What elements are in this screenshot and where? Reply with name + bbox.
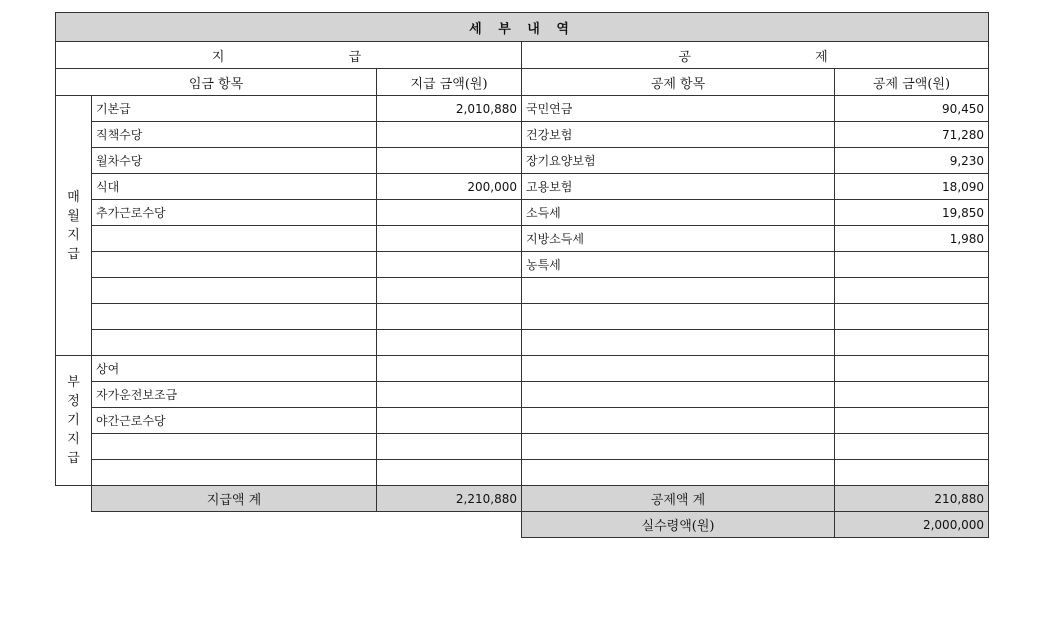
pay-amount-cell (377, 434, 522, 460)
pay-item-cell (92, 434, 377, 460)
deduct-item-cell (522, 434, 835, 460)
pay-total-value: 2,210,880 (377, 486, 522, 512)
pay-total-label: 지급액 계 (92, 486, 377, 512)
deduct-item-cell: 건강보험 (522, 122, 835, 148)
table-title: 세 부 내 역 (56, 13, 989, 42)
pay-item-cell (92, 304, 377, 330)
deduct-amount-cell (835, 304, 989, 330)
pay-amount-cell (377, 356, 522, 382)
deduct-item-cell (522, 304, 835, 330)
empty-cell (56, 512, 92, 538)
table-row (56, 356, 989, 382)
pay-item-cell (92, 252, 377, 278)
deduct-item-cell: 지방소득세 (522, 226, 835, 252)
table-row (56, 382, 989, 408)
pay-item-cell: 식대 (92, 174, 377, 200)
empty-cell (56, 486, 92, 512)
pay-amount-cell: 2,010,880 (377, 96, 522, 122)
deduct-item-cell: 농특세 (522, 252, 835, 278)
deduct-item-cell (522, 278, 835, 304)
pay-amount-cell: 200,000 (377, 174, 522, 200)
pay-amount-cell (377, 252, 522, 278)
deduct-item-cell: 고용보험 (522, 174, 835, 200)
pay-item-cell: 추가근로수당 (92, 200, 377, 226)
deduct-amount-cell (835, 330, 989, 356)
deduct-amount-cell (835, 356, 989, 382)
pay-amount-cell (377, 408, 522, 434)
table-row (56, 304, 989, 330)
table-row (56, 122, 989, 148)
category-text: 부정기지급 (67, 375, 80, 466)
deduct-amount-cell: 18,090 (835, 174, 989, 200)
pay-amount-cell (377, 200, 522, 226)
table-row (56, 174, 989, 200)
pay-amount-cell (377, 330, 522, 356)
net-pay-row (56, 512, 989, 538)
deduct-item-cell: 장기요양보험 (522, 148, 835, 174)
title-row (56, 13, 989, 42)
pay-item-cell: 야간근로수당 (92, 408, 377, 434)
deduct-amount-cell (835, 252, 989, 278)
table-row (56, 226, 989, 252)
pay-item-cell (92, 460, 377, 486)
deduct-item-cell (522, 382, 835, 408)
totals-row (56, 486, 989, 512)
deduct-amount-cell: 1,980 (835, 226, 989, 252)
deduct-item-cell: 국민연금 (522, 96, 835, 122)
pay-amount-cell (377, 278, 522, 304)
deduct-amount-cell (835, 408, 989, 434)
pay-item-cell: 상여 (92, 356, 377, 382)
table-row (56, 434, 989, 460)
table-row (56, 148, 989, 174)
deduct-item-cell (522, 330, 835, 356)
deduct-item-cell (522, 460, 835, 486)
pay-item-cell: 자가운전보조금 (92, 382, 377, 408)
irregular-category-label (56, 356, 92, 486)
deduct-section-header: 공 제 (522, 42, 989, 69)
deduct-item-cell: 소득세 (522, 200, 835, 226)
net-pay-label: 실수령액(원) (522, 512, 835, 538)
pay-item-cell: 직책수당 (92, 122, 377, 148)
pay-amount-cell (377, 226, 522, 252)
pay-item-cell (92, 226, 377, 252)
pay-item-cell (92, 278, 377, 304)
pay-amount-cell (377, 148, 522, 174)
deduct-amount-cell (835, 278, 989, 304)
payslip-detail-table (55, 12, 989, 538)
deduct-amount-cell (835, 434, 989, 460)
pay-item-cell: 기본급 (92, 96, 377, 122)
pay-amount-cell (377, 382, 522, 408)
table-row (56, 252, 989, 278)
deduct-amount-cell: 71,280 (835, 122, 989, 148)
net-pay-value: 2,000,000 (835, 512, 989, 538)
pay-item-cell (92, 330, 377, 356)
deduct-item-cell (522, 356, 835, 382)
deduct-amount-cell: 90,450 (835, 96, 989, 122)
pay-item-cell: 월차수당 (92, 148, 377, 174)
table-row (56, 200, 989, 226)
wage-item-column-header: 임금 항목 (56, 69, 377, 96)
column-header-row (56, 69, 989, 96)
monthly-category-label (56, 96, 92, 356)
deduct-item-cell (522, 408, 835, 434)
deduct-amount-column-header: 공제 금액(원) (835, 69, 989, 96)
deduct-amount-cell: 9,230 (835, 148, 989, 174)
category-text: 매월지급 (67, 189, 80, 262)
pay-amount-column-header: 지급 금액(원) (377, 69, 522, 96)
empty-cell (92, 512, 377, 538)
table-row (56, 96, 989, 122)
section-header-row (56, 42, 989, 69)
empty-cell (377, 512, 522, 538)
deduct-amount-cell: 19,850 (835, 200, 989, 226)
deduct-total-label: 공제액 계 (522, 486, 835, 512)
table-row (56, 278, 989, 304)
deduct-item-column-header: 공제 항목 (522, 69, 835, 96)
table-row (56, 408, 989, 434)
table-row (56, 460, 989, 486)
pay-amount-cell (377, 304, 522, 330)
pay-section-header: 지 급 (56, 42, 522, 69)
deduct-amount-cell (835, 382, 989, 408)
pay-amount-cell (377, 122, 522, 148)
deduct-total-value: 210,880 (835, 486, 989, 512)
deduct-amount-cell (835, 460, 989, 486)
pay-amount-cell (377, 460, 522, 486)
table-row (56, 330, 989, 356)
